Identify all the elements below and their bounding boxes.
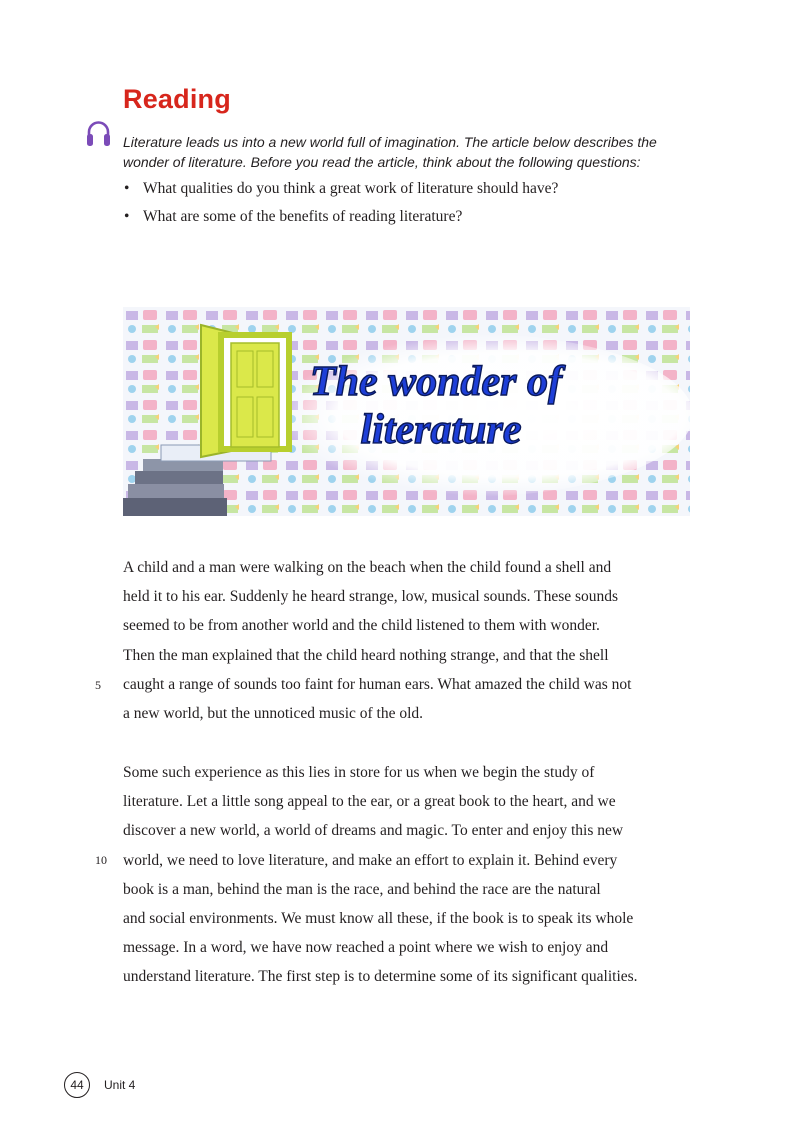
bullet-icon: •	[124, 180, 130, 197]
article-line: caught a range of sounds too faint for human ears. What amazed the child was not	[123, 675, 632, 693]
article-line: literature. Let a little song appeal to the ear, or a great book to the heart, and we	[123, 793, 616, 811]
pre-reading-questions	[123, 175, 703, 231]
article-line: Then the man explained that the child heard nothing strange, and that the shell	[123, 646, 609, 664]
article-line: Some such experience as this lies in store for us when we begin the study of	[123, 764, 595, 781]
unit-label: Unit 4	[104, 1078, 136, 1092]
article-line: seemed to be from another world and the child listened to them with wonder.	[123, 617, 600, 635]
line-number: 5	[95, 678, 101, 692]
article-line: and social environments. We must know all these, if the book is to speak its whole	[123, 909, 634, 927]
banner-title-line1: The wonder of	[310, 359, 562, 405]
article-line: world, we need to love literature, and make an effort to explain it. Behind every	[123, 851, 618, 869]
bullet-icon: •	[124, 208, 130, 225]
page-number: 44	[64, 1072, 90, 1098]
article-line: discover a new world, a world of dreams and magic. To enter and enjoy this new	[123, 822, 624, 840]
section-heading: Reading	[123, 84, 231, 114]
open-door-icon	[201, 325, 289, 457]
article-paragraph-2	[123, 758, 703, 992]
line-number: 10	[95, 853, 107, 867]
banner-title-line2: literature	[360, 407, 522, 453]
article-line: a new world, but the unnoticed music of the old.	[123, 704, 424, 722]
article-line: A child and a man were walking on the beach when the child found a shell and	[123, 559, 612, 576]
article-paragraph-1	[123, 553, 703, 728]
article-line: message. In a word, we have now reached a point where we wish to enjoy and	[123, 939, 609, 957]
article-banner	[123, 307, 690, 516]
article-line: understand literature. The first step is to determine some of its significant qualities.	[123, 968, 638, 986]
article-line: held it to his ear. Suddenly he heard strange, low, musical sounds. These sounds	[123, 588, 619, 606]
article-line: book is a man, behind the man is the race, and behind the race are the natural	[123, 880, 601, 898]
headphones-icon[interactable]	[85, 119, 112, 149]
question-item: • What are some of the benefits of reading literature?	[123, 203, 703, 231]
page-footer	[64, 1071, 135, 1099]
intro-text: Literature leads us into a new world full of imagination. The article below describes the wonder of literature. Before you read the article, think about the following questions:	[123, 134, 657, 170]
question-item: • What qualities do you think a great work of literature should have?	[123, 175, 703, 203]
